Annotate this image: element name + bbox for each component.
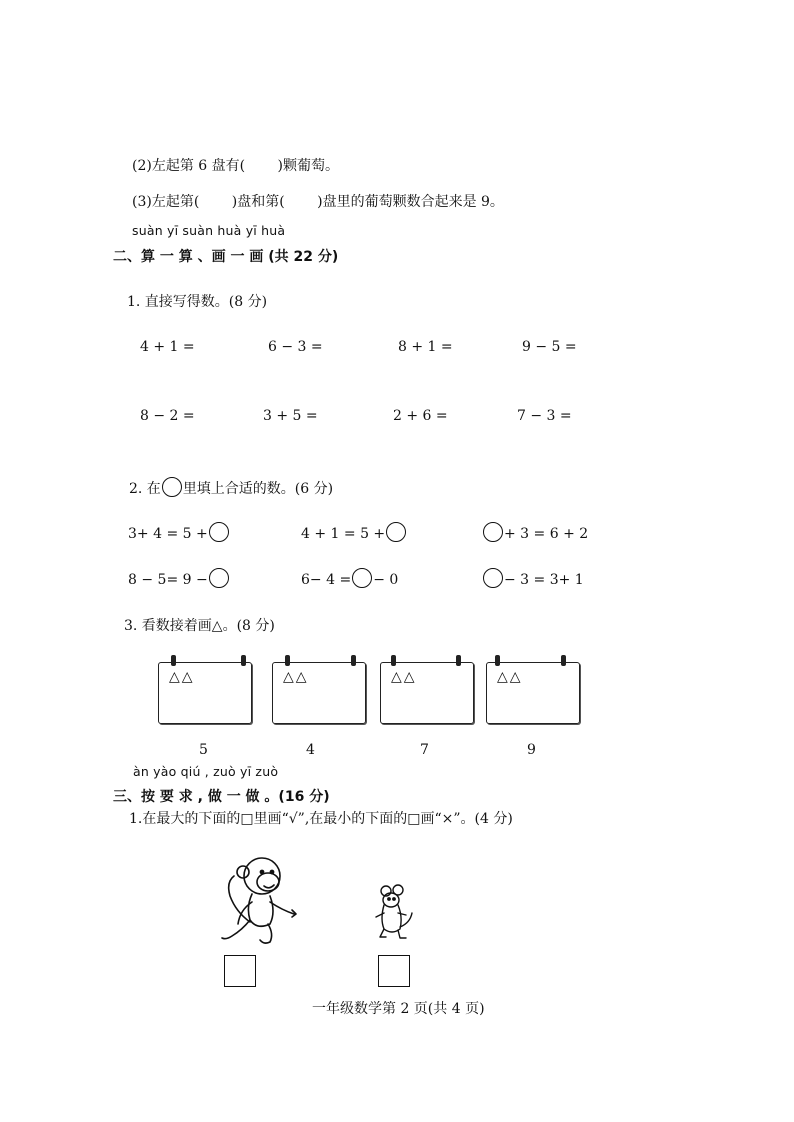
section2-title: 二、算 一 算 、画 一 画 (共 22 分) [113, 249, 339, 265]
eq-pre: 3+ 4 = 5 + [128, 526, 208, 542]
drawing-board-3[interactable] [380, 662, 474, 724]
clip-icon [391, 655, 396, 666]
eq-pre: 4 + 1 = 5 + [301, 526, 386, 542]
s2-q1-item-5: 8 − 2 = [140, 408, 195, 424]
section3-title: 三、按 要 求 , 做 一 做 。(16 分) [113, 789, 330, 805]
s2-q2-title-post: 里填上合适的数。(6 分) [182, 481, 334, 497]
page-footer: 一年级数学第 2 页(共 4 页) [312, 1001, 485, 1017]
section3-pinyin: àn yào qiú , zuò yī zuò [133, 764, 279, 779]
s2-q1-item-8: 7 − 3 = [517, 408, 572, 424]
s2-q2-eq-4 [128, 568, 230, 588]
answer-circle[interactable] [209, 568, 229, 588]
clip-icon [495, 655, 500, 666]
clip-icon [171, 655, 176, 666]
s2-q1-item-7: 2 + 6 = [393, 408, 448, 424]
s2-q2-eq-3 [482, 522, 588, 542]
circle-icon [162, 477, 182, 497]
s2-q1-item-1: 4 + 1 = [140, 339, 195, 355]
triangles: △△ [391, 669, 417, 685]
drawing-board-2[interactable] [272, 662, 366, 724]
answer-circle[interactable] [483, 522, 503, 542]
part1-q3: (3)左起第( )盘和第( )盘里的葡萄颗数合起来是 9。 [132, 194, 504, 210]
s3-q1: 1.在最大的下面的□里画“√”,在最小的下面的□画“×”。(4 分) [129, 811, 513, 827]
clip-icon [241, 655, 246, 666]
section2-pinyin: suàn yī suàn huà yī huà [132, 223, 286, 238]
answer-circle[interactable] [352, 568, 372, 588]
clip-icon [285, 655, 290, 666]
triangles: △△ [283, 669, 309, 685]
s2-q2-title [129, 477, 333, 498]
answer-circle[interactable] [483, 568, 503, 588]
answer-box-monkey[interactable] [224, 955, 256, 987]
s2-q2-eq-5 [301, 568, 398, 588]
part1-q2: (2)左起第 6 盘有( )颗葡萄。 [132, 158, 340, 174]
clip-icon [561, 655, 566, 666]
board-number-3: 7 [420, 742, 429, 758]
s2-q2-eq-6 [482, 568, 584, 588]
answer-circle[interactable] [386, 522, 406, 542]
s2-q3-title: 3. 看数接着画△。(8 分) [124, 618, 275, 634]
eq-pre: 8 − 5= 9 − [128, 572, 208, 588]
eq-pre: 6− 4 = [301, 572, 352, 588]
eq-post: − 3 = 3+ 1 [504, 572, 584, 588]
drawing-board-1[interactable] [158, 662, 252, 724]
clip-icon [456, 655, 461, 666]
monkey-illustration [212, 852, 302, 950]
triangles: △△ [169, 669, 195, 685]
answer-circle[interactable] [209, 522, 229, 542]
triangles: △△ [497, 669, 523, 685]
s2-q1-title: 1. 直接写得数。(8 分) [127, 294, 268, 310]
eq-post: + 3 = 6 + 2 [504, 526, 589, 542]
s2-q2-eq-2 [301, 522, 407, 542]
mouse-illustration [370, 883, 416, 941]
board-number-4: 9 [527, 742, 536, 758]
drawing-board-4[interactable] [486, 662, 580, 724]
s2-q1-item-4: 9 − 5 = [522, 339, 577, 355]
board-number-2: 4 [306, 742, 315, 758]
s2-q2-title-pre: 2. 在 [129, 481, 161, 497]
s2-q1-item-6: 3 + 5 = [263, 408, 318, 424]
s2-q1-item-2: 6 − 3 = [268, 339, 323, 355]
clip-icon [351, 655, 356, 666]
eq-post: − 0 [373, 572, 399, 588]
answer-box-mouse[interactable] [378, 955, 410, 987]
s2-q2-eq-1 [128, 522, 230, 542]
board-number-1: 5 [199, 742, 208, 758]
s2-q1-item-3: 8 + 1 = [398, 339, 453, 355]
